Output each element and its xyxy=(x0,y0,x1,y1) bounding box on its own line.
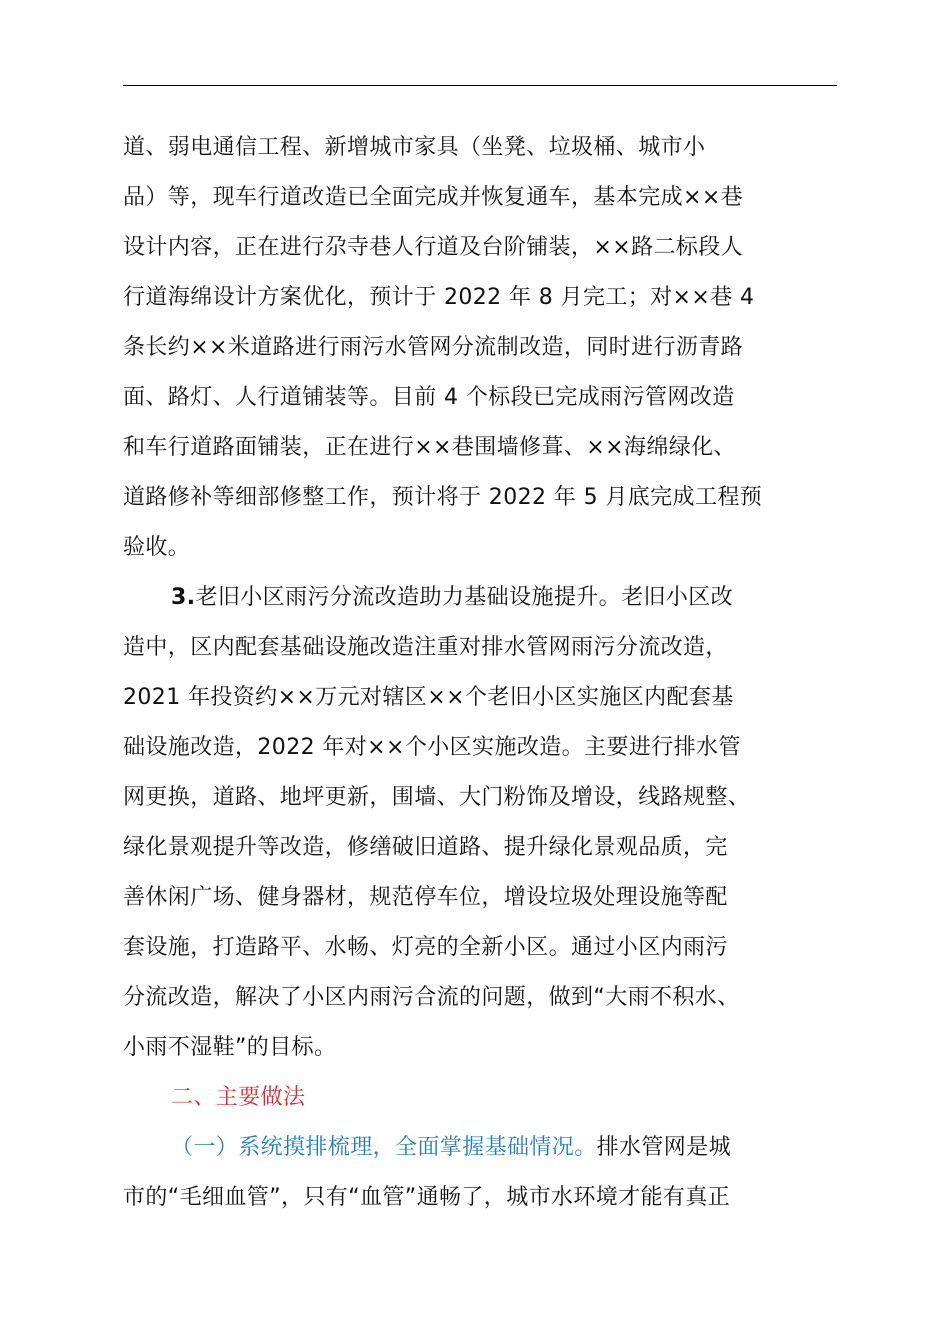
subsection-heading: （一）系统摸排梳理，全面掌握基础情况。 xyxy=(171,1135,597,1160)
paragraph-first-line xyxy=(171,583,891,613)
paragraph-line: 善休闲广场、健身器材，规范停车位，增设垃圾处理设施等配 xyxy=(123,885,728,910)
paragraph-line: 验收。 xyxy=(123,535,191,560)
paragraph-line: 造中，区内配套基础设施改造注重对排水管网雨污分流改造， xyxy=(123,635,728,660)
paragraph-line: 绿化景观提升等改造，修缮破旧道路、提升绿化景观品质，完 xyxy=(123,835,728,860)
paragraph-line: 网更换，道路、地坪更新，围墙、大门粉饰及增设，线路规整、 xyxy=(123,785,751,810)
paragraph-line: 小雨不湿鞋”的目标。 xyxy=(123,1035,337,1060)
paragraph-line: 道路修补等细部修整工作，预计将于 2022 年 5 月底完成工程预 xyxy=(123,485,763,510)
paragraph-line: 套设施，打造路平、水畅、灯亮的全新小区。通过小区内雨污 xyxy=(123,935,728,960)
paragraph-line: 道、弱电通信工程、新增城市家具（坐凳、垃圾桶、城市小 xyxy=(123,135,706,160)
paragraph-line: 品）等，现车行道改造已全面完成并恢复通车，基本完成××巷 xyxy=(123,185,744,210)
paragraph-line: 面、路灯、人行道铺装等。目前 4 个标段已完成雨污管网改造 xyxy=(123,385,735,410)
paragraph-line: 和车行道路面铺装，正在进行××巷围墙修葺、××海绵绿化、 xyxy=(123,435,736,460)
item-number: 3. xyxy=(171,585,196,610)
paragraph-line: 市的“毛细血管”，只有“血管”通畅了，城市水环境才能有真正 xyxy=(123,1185,731,1210)
paragraph-line-text: 老旧小区雨污分流改造助力基础设施提升。老旧小区改 xyxy=(195,585,734,610)
paragraph-line: 行道海绵设计方案优化，预计于 2022 年 8 月完工；对××巷 4 xyxy=(123,285,755,310)
section-heading: 二、主要做法 xyxy=(171,1085,306,1110)
header-rule xyxy=(123,85,837,86)
paragraph-line: 设计内容，正在进行尕寺巷人行道及台阶铺装，××路二标段人 xyxy=(123,235,744,260)
paragraph-line: 条长约××米道路进行雨污水管网分流制改造，同时进行沥青路 xyxy=(123,335,744,360)
subsection-first-line xyxy=(171,1133,891,1163)
paragraph-line-text: 排水管网是城 xyxy=(596,1135,732,1160)
paragraph-line: 2021 年投资约××万元对辖区××个老旧小区实施区内配套基 xyxy=(123,685,734,710)
paragraph-line: 础设施改造，2022 年对××个小区实施改造。主要进行排水管 xyxy=(123,735,741,760)
paragraph-line: 分流改造，解决了小区内雨污合流的问题，做到“大雨不积水、 xyxy=(123,985,740,1010)
